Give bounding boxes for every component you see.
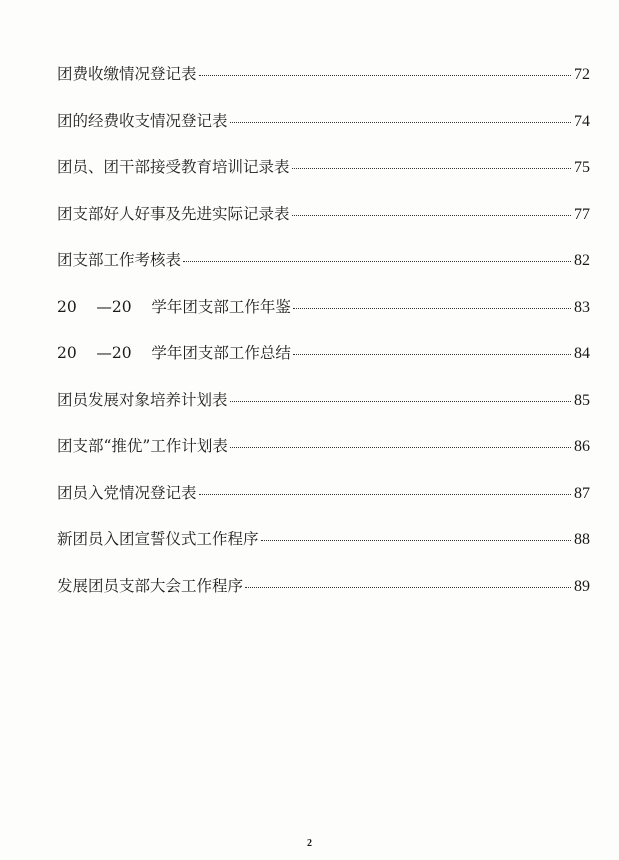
toc-entry [57,386,590,433]
toc-entry-page: 89 [574,577,590,595]
toc-dot-leader [261,540,571,541]
toc-entry [57,432,590,479]
toc-entry-page: 84 [574,345,590,362]
toc-entry-title: 团员发展对象培养计划表 [57,390,228,409]
toc-dot-leader [293,308,571,309]
toc-dot-leader [183,261,571,262]
toc-entry-title: 发展团员支部大会工作程序 [57,576,244,595]
toc-dot-leader [292,168,571,169]
toc-entry-title: 20 —20 学年团支部工作总结 [57,344,291,362]
toc-entry-title: 团员、团干部接受教育培训记录表 [57,158,290,176]
toc-entry [57,339,590,386]
toc-entry [57,107,590,154]
toc-dot-leader [292,215,571,216]
toc-entry-page: 85 [574,391,590,409]
toc-entry-title: 团员入党情况登记表 [57,483,197,502]
toc-dot-leader [230,447,571,448]
toc-entry-title: 团支部好人好事及先进实际记录表 [57,204,290,223]
toc-entry [57,60,590,107]
toc-entry-page: 75 [574,159,590,176]
toc-entry-title: 团支部“推优”工作计划表 [57,437,228,455]
toc-dot-leader [245,587,571,588]
toc-dot-leader [199,494,571,495]
toc-dot-leader [199,75,571,76]
table-of-contents [57,60,590,618]
toc-entry-title: 团支部工作考核表 [57,251,182,269]
toc-entry [57,479,590,526]
page-number: 2 [307,838,312,849]
toc-entry-page: 74 [574,112,590,130]
toc-entry-page: 82 [574,252,590,269]
toc-entry-page: 72 [574,66,590,83]
toc-entry-page: 86 [574,438,590,455]
toc-entry [57,246,590,293]
toc-entry-title: 团费收缴情况登记表 [57,65,197,83]
toc-entry [57,153,590,200]
toc-entry-title: 新团员入团宣誓仪式工作程序 [57,530,259,548]
toc-entry-page: 87 [574,484,590,502]
toc-entry [57,293,590,340]
toc-entry-page: 88 [574,531,590,548]
toc-entry [57,200,590,247]
toc-dot-leader [230,122,571,123]
toc-entry-page: 83 [574,298,590,316]
toc-dot-leader [230,401,571,402]
toc-entry-title: 20 —20 学年团支部工作年鉴 [57,297,291,316]
toc-entry-title: 团的经费收支情况登记表 [57,111,228,130]
toc-entry [57,572,590,619]
toc-entry-page: 77 [574,205,590,223]
toc-dot-leader [293,354,571,355]
toc-entry [57,525,590,572]
